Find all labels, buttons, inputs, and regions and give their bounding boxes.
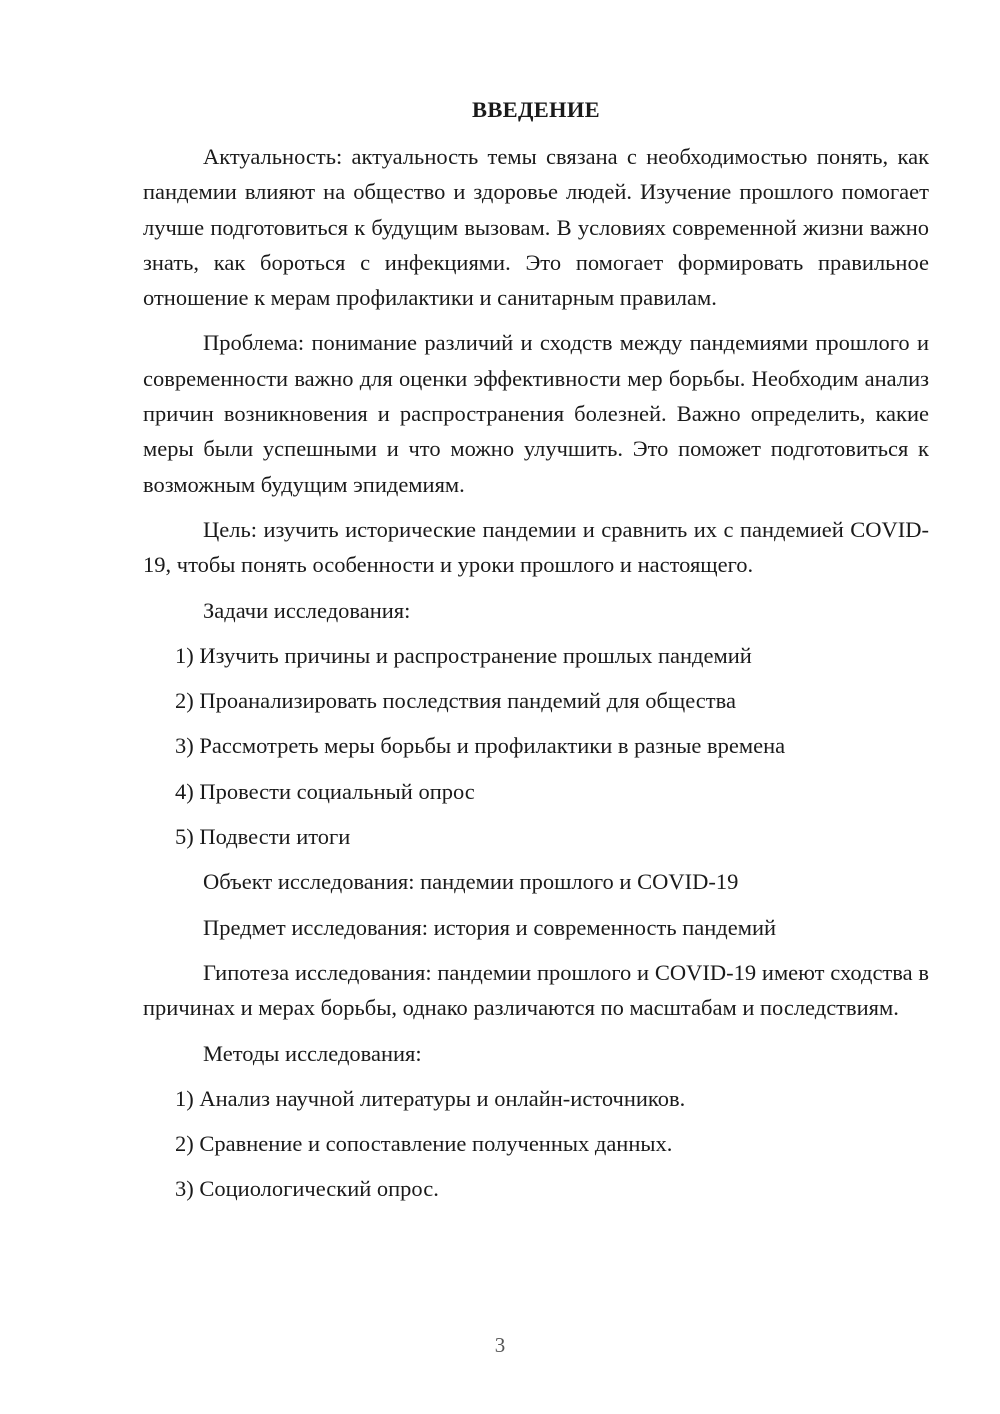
tasks-list [143,638,929,854]
hypothesis-paragraph: Гипотеза исследования: пандемии прошлого и COVID-19 имеют сходства в причинах и мерах борьбы, однако различаются по масштабам и последствиям. [143,959,929,1021]
page-number: 3 [494,1333,506,1357]
relevance-paragraph: Актуальность: актуальность темы связана с необходимостью понять, как пандемии влияют на общество и здоровье людей. Изучение прошлого помогает лучше подготовиться к будущим вызовам. В условиях современной жизни важно знать, как бороться с инфекциями. Это помогает формировать правильное отношение к мерам профилактики и санитарным правилам. [143,144,929,311]
problem-paragraph: Проблема: понимание различий и сходств между пандемиями прошлого и современности важно для оценки эффективности мер борьбы. Необходим анализ причин возникновения и распространения болезней. Важно определить, какие меры были успешными и что можно улучшить. Это поможет подготовиться к возможным будущим эпидемиям. [143,330,929,497]
methods-heading: Методы исследования: [203,1040,422,1066]
tasks-heading: Задачи исследования: [203,597,411,623]
methods-list [143,1081,929,1207]
list-item: 3) Рассмотреть меры борьбы и профилактики в разные времена [175,733,786,759]
list-item: 5) Подвести итоги [175,824,351,850]
list-item: 1) Анализ научной литературы и онлайн-источников. [175,1085,686,1111]
list-item: 1) Изучить причины и распространение прошлых пандемий [175,642,752,668]
section-title: ВВЕДЕНИЕ [472,97,600,122]
research-subject: Предмет исследования: история и современность пандемий [203,914,777,940]
list-item: 2) Сравнение и сопоставление полученных данных. [175,1131,673,1157]
list-item: 2) Проанализировать последствия пандемий для общества [175,688,736,714]
list-item: 4) Провести социальный опрос [175,778,475,804]
list-item: 3) Социологический опрос. [175,1176,439,1202]
research-object: Объект исследования: пандемии прошлого и COVID-19 [203,869,739,895]
document-page [143,92,929,1217]
goal-paragraph: Цель: изучить исторические пандемии и сравнить их с пандемией COVID-19, чтобы понять особенности и уроки прошлого и настоящего. [143,516,929,578]
